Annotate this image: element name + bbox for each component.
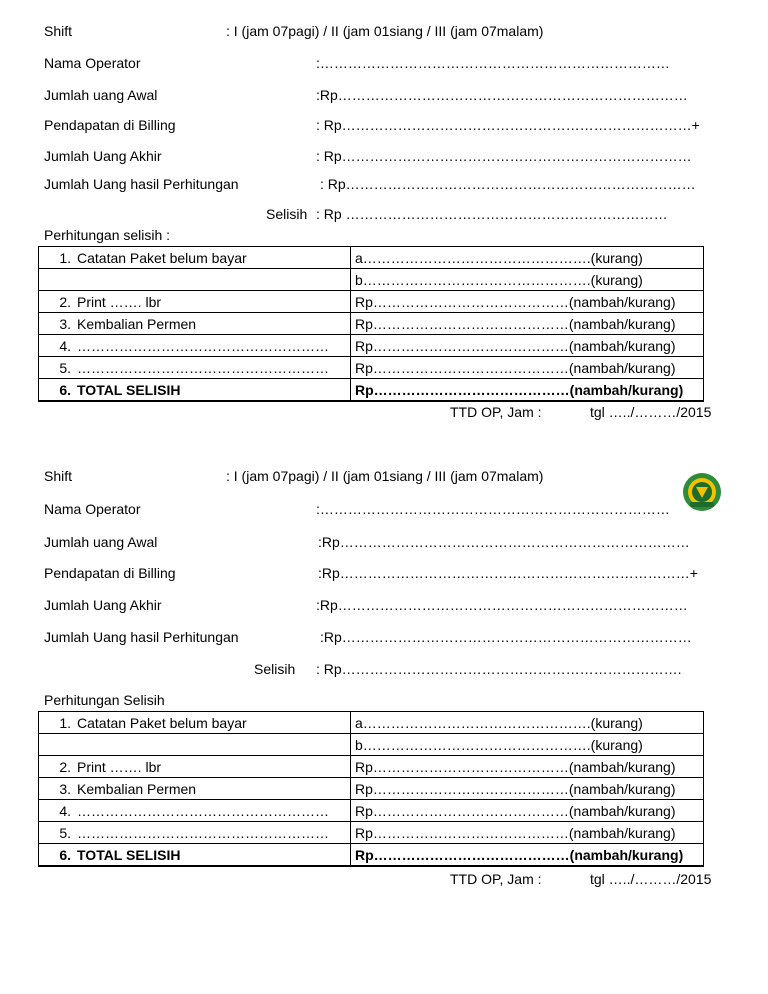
selisih-value: : Rp ……………………………………………………………	[316, 206, 668, 222]
operator-label: Nama Operator	[44, 55, 141, 71]
billing-label: Pendapatan di Billing	[44, 117, 176, 133]
item-number: 3.	[59, 315, 71, 332]
selisih-label: Selisih	[254, 661, 296, 677]
item-number: 1.	[59, 249, 71, 266]
shift-value: : I (jam 07pagi) / II (jam 01siang / III (jam 07malam)	[226, 468, 544, 484]
item-value: Rp……………………………………(nambah/kurang)	[351, 778, 704, 800]
item-label: ………………………………………………	[77, 802, 329, 819]
item-label: Catatan Paket belum bayar	[77, 714, 247, 731]
item-value: Rp……………………………………(nambah/kurang)	[351, 291, 704, 313]
item-cell	[39, 247, 351, 269]
item-value: b………………………………………….(kurang)	[351, 269, 704, 291]
selisih-label: Selisih	[266, 206, 308, 222]
item-label: Print ……. lbr	[77, 758, 162, 775]
table-row	[39, 313, 704, 335]
item-number: 6.	[59, 846, 71, 863]
ttd-label: TTD OP, Jam :	[450, 404, 542, 420]
tgl-label: tgl …../………/2015	[590, 871, 712, 887]
table-row	[39, 335, 704, 357]
form-1	[0, 0, 768, 470]
item-number: 4.	[59, 337, 71, 354]
item-cell	[39, 379, 351, 402]
table-row	[39, 291, 704, 313]
shift-label: Shift	[44, 23, 73, 39]
item-number: 6.	[59, 381, 71, 398]
item-value: Rp……………………………………(nambah/kurang)	[351, 379, 704, 402]
item-cell	[39, 778, 351, 800]
item-cell	[39, 734, 351, 756]
item-label: ………………………………………………	[77, 359, 329, 376]
table-row	[39, 734, 704, 756]
hasil-label: Jumlah Uang hasil Perhitungan	[44, 629, 239, 645]
item-value: Rp……………………………………(nambah/kurang)	[351, 800, 704, 822]
table-row	[39, 379, 704, 402]
uang-awal-label: Jumlah uang Awal	[44, 87, 158, 103]
section-title: Perhitungan Selisih	[44, 692, 165, 708]
item-value: b………………………………………….(kurang)	[351, 734, 704, 756]
uang-awal-value: :Rp…………………………………………………………………	[316, 87, 688, 103]
item-value: a………………………………………….(kurang)	[351, 712, 704, 734]
item-value: Rp……………………………………(nambah/kurang)	[351, 357, 704, 379]
shift-value: : I (jam 07pagi) / II (jam 01siang / III (jam 07malam)	[226, 23, 544, 39]
item-cell	[39, 269, 351, 291]
tgl-label: tgl …../………/2015	[590, 404, 712, 420]
uang-akhir-label: Jumlah Uang Akhir	[44, 148, 162, 164]
billing-label: Pendapatan di Billing	[44, 565, 176, 581]
ttd-label: TTD OP, Jam :	[450, 871, 542, 887]
item-cell	[39, 712, 351, 734]
hasil-value: : Rp…………………………………………………………………	[320, 176, 696, 192]
item-label: ………………………………………………	[77, 337, 329, 354]
uang-awal-value: :Rp…………………………………………………………………	[318, 534, 690, 550]
emblem-ribbon	[690, 502, 714, 507]
item-label: TOTAL SELISIH	[77, 846, 181, 863]
item-value: Rp……………………………………(nambah/kurang)	[351, 756, 704, 778]
item-cell	[39, 335, 351, 357]
item-label: Kembalian Permen	[77, 780, 197, 797]
table-row	[39, 756, 704, 778]
shift-label: Shift	[44, 468, 73, 484]
item-cell	[39, 756, 351, 778]
hasil-value: :Rp…………………………………………………………………	[320, 629, 692, 645]
section-title: Perhitungan selisih :	[44, 227, 171, 243]
item-number: 2.	[59, 758, 71, 775]
item-value: Rp……………………………………(nambah/kurang)	[351, 313, 704, 335]
item-number: 5.	[59, 359, 71, 376]
table-row	[39, 247, 704, 269]
item-label: Print ……. lbr	[77, 293, 162, 310]
table-row	[39, 712, 704, 734]
item-label: ………………………………………………	[77, 824, 329, 841]
uang-akhir-label: Jumlah Uang Akhir	[44, 597, 162, 613]
emblem-icon	[682, 472, 722, 512]
table-row	[39, 357, 704, 379]
item-number: 2.	[59, 293, 71, 310]
form-2	[0, 466, 768, 936]
billing-value: :Rp…………………………………………………………………+	[318, 565, 698, 581]
selisih-value: : Rp……………………………………………………………….	[316, 661, 682, 677]
item-label: Kembalian Permen	[77, 315, 197, 332]
table-row	[39, 822, 704, 844]
table-row	[39, 800, 704, 822]
uang-awal-label: Jumlah uang Awal	[44, 534, 158, 550]
selisih-table	[38, 711, 704, 867]
table-row	[39, 269, 704, 291]
operator-label: Nama Operator	[44, 501, 141, 517]
item-label: Catatan Paket belum bayar	[77, 249, 247, 266]
item-number: 4.	[59, 802, 71, 819]
uang-akhir-value: : Rp…………………………………………………………………	[316, 148, 692, 164]
item-cell	[39, 844, 351, 867]
uang-akhir-value: :Rp…………………………………………………………………	[316, 597, 688, 613]
hasil-label: Jumlah Uang hasil Perhitungan	[44, 176, 239, 192]
billing-value: : Rp…………………………………………………………………+	[316, 117, 700, 133]
table-row	[39, 778, 704, 800]
item-number: 1.	[59, 714, 71, 731]
table-row	[39, 844, 704, 867]
item-cell	[39, 357, 351, 379]
operator-value: :…………………………………………………………………	[316, 501, 670, 517]
item-label: TOTAL SELISIH	[77, 381, 181, 398]
item-number: 3.	[59, 780, 71, 797]
item-value: Rp……………………………………(nambah/kurang)	[351, 822, 704, 844]
operator-value: :…………………………………………………………………	[316, 55, 670, 71]
item-value: Rp……………………………………(nambah/kurang)	[351, 335, 704, 357]
item-number: 5.	[59, 824, 71, 841]
item-cell	[39, 800, 351, 822]
item-cell	[39, 822, 351, 844]
selisih-table	[38, 246, 704, 402]
item-value: a………………………………………….(kurang)	[351, 247, 704, 269]
item-value: Rp……………………………………(nambah/kurang)	[351, 844, 704, 867]
item-cell	[39, 313, 351, 335]
item-cell	[39, 291, 351, 313]
